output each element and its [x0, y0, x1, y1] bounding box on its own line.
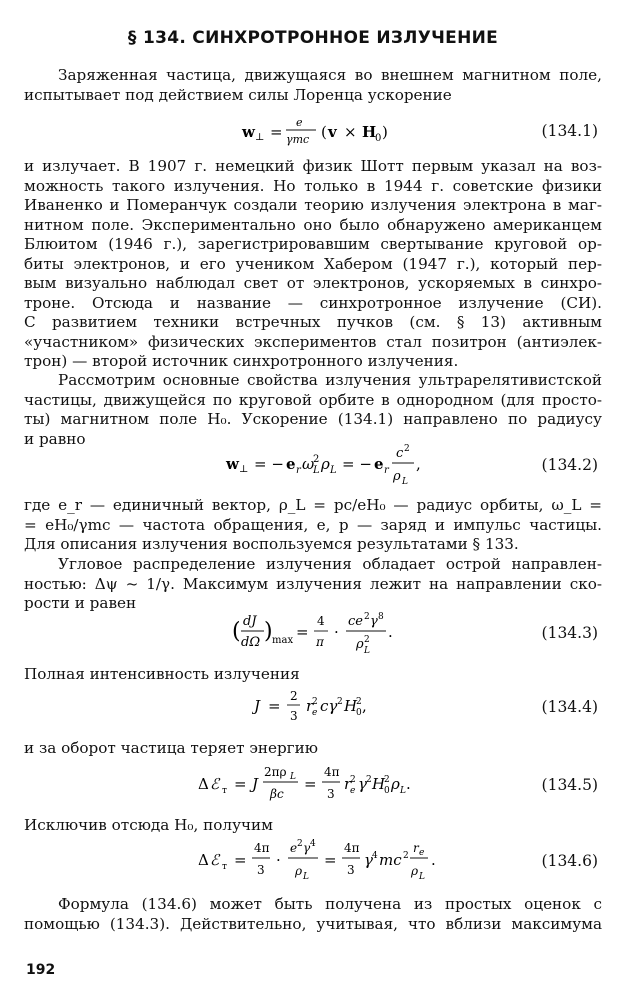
svg-text:γ: γ [358, 775, 367, 793]
text-line: ностью: Δψ ~ 1/γ. Максимум излучения лежит на направлении ско- [24, 574, 602, 593]
svg-text:т: т [222, 862, 227, 872]
svg-text:.: . [431, 851, 436, 869]
svg-text:ℰ: ℰ [210, 775, 220, 793]
svg-text:w: w [242, 123, 255, 141]
svg-text:2: 2 [356, 697, 362, 707]
svg-text:Δ: Δ [198, 851, 209, 869]
svg-text:⊥: ⊥ [239, 464, 249, 475]
svg-text:0: 0 [384, 786, 390, 796]
svg-text:2: 2 [364, 612, 370, 622]
svg-text:2: 2 [337, 697, 343, 707]
formula-graphic [196, 838, 476, 884]
svg-text:γ: γ [303, 841, 311, 855]
svg-text:J: J [252, 775, 259, 793]
svg-text:L: L [419, 872, 425, 882]
svg-text:т: т [222, 786, 227, 796]
svg-text:ρ: ρ [393, 469, 401, 484]
svg-text:r: r [306, 697, 314, 715]
svg-text:L: L [330, 465, 337, 476]
svg-text:max: max [272, 635, 294, 646]
svg-text:βc: βc [270, 787, 284, 801]
svg-text:L: L [402, 477, 408, 487]
equation-134-2 [24, 440, 602, 488]
svg-text:r: r [384, 465, 389, 476]
text-line: С развитием техники встречных пучков (см. § 13) активным [24, 313, 602, 331]
text-line: частицы, движущейся по круговой орбите в однородном (для просто- [24, 390, 602, 409]
svg-text:r: r [413, 841, 419, 855]
text-line: можность такого излучения. Но только в 1944 г. советские физики [24, 176, 602, 195]
formula [240, 116, 430, 154]
svg-text:(: ( [321, 123, 327, 141]
paragraph-properties [24, 371, 602, 449]
paragraph-exclude [24, 816, 602, 836]
text-line: = eH₀/γmc — частота обращения, e, p — заряд и импульс частицы. [24, 515, 602, 534]
svg-text:.: . [388, 623, 393, 641]
equation-134-6 [24, 838, 602, 884]
svg-text:w: w [226, 455, 239, 473]
svg-text:2: 2 [366, 775, 372, 785]
svg-text:ω: ω [302, 455, 315, 473]
text-line: троне. Отсюда и название — синхротронное излучение (СИ). [24, 293, 602, 312]
text-line: и излучает. В 1907 г. немецкий физик Шотт первым указал на воз- [24, 157, 602, 175]
text-line: и за оборот частица теряет энергию [24, 739, 318, 757]
svg-text:H: H [362, 123, 377, 141]
svg-text:dΩ: dΩ [241, 635, 261, 650]
text-line: нитном поле. Экспериментально оно было обнаружено американцем [24, 215, 602, 234]
text-line: Для описания излучения воспользуемся результатами § 133. [24, 535, 519, 553]
text-line: Формула (134.6) может быть получена из простых оценок с [58, 895, 602, 913]
formula [232, 608, 432, 662]
svg-text:2: 2 [297, 839, 303, 849]
svg-text:ρ: ρ [295, 864, 303, 878]
svg-text:.: . [406, 775, 411, 793]
svg-text:e: e [419, 848, 425, 858]
equation-134-1 [24, 112, 602, 152]
equation-number: (134.4) [541, 698, 598, 716]
equation-134-3 [24, 608, 602, 658]
equation-number: (134.3) [541, 624, 598, 642]
svg-text:v: v [328, 123, 337, 141]
svg-text:γ: γ [364, 851, 373, 869]
text-line: Иваненко и Померанчук создали теорию излучения электрона в маг- [24, 196, 602, 214]
svg-text:=: = [304, 775, 317, 793]
svg-text:=: = [234, 851, 247, 869]
svg-text:): ) [382, 123, 388, 141]
svg-text:= −: = − [254, 455, 284, 473]
svg-text:π: π [316, 635, 324, 649]
section-heading: § 134. СИНХРОТРОННОЕ ИЗЛУЧЕНИЕ [127, 28, 499, 48]
text-line: Угловое распределение излучения обладает острой направлен- [58, 555, 602, 573]
text-line: «участником» физических экспериментов стал позитрон (антиэлек- [24, 332, 602, 351]
text-line: где e_r — единичный вектор, ρ_L = pc/eH₀ — радиус орбиты, ω_L = [24, 496, 602, 514]
svg-text:=: = [268, 697, 281, 715]
svg-text:,: , [362, 697, 367, 715]
svg-text:L: L [303, 872, 309, 882]
svg-text:=: = [234, 775, 247, 793]
svg-text:Δ: Δ [198, 775, 209, 793]
svg-text:L: L [400, 786, 406, 796]
paragraph-definitions [24, 496, 602, 555]
svg-text:4: 4 [310, 839, 316, 849]
svg-text:c: c [396, 446, 404, 461]
equation-number: (134.5) [541, 776, 598, 794]
formula-graphic [224, 440, 474, 488]
equation-134-4 [24, 686, 602, 730]
text-line: вым визуально наблюдал свет от электронов, ускоряемых в синхро- [24, 274, 602, 292]
text-line: ты) магнитном поле H₀. Ускорение (134.1) направлено по радиусу [24, 410, 602, 428]
text-line: Заряженная частица, движущаяся во внешнем магнитном поле, [58, 66, 602, 84]
svg-text:mc: mc [379, 851, 402, 869]
svg-text:,: , [416, 455, 421, 473]
formula-graphic [240, 116, 430, 150]
svg-text:·: · [276, 851, 281, 869]
svg-text:ce: ce [348, 614, 363, 629]
svg-text:4π: 4π [344, 841, 360, 855]
svg-text:2: 2 [312, 697, 318, 707]
svg-text:ρ: ρ [411, 864, 419, 878]
svg-text:2: 2 [350, 775, 356, 785]
svg-text:=: = [270, 123, 283, 141]
svg-text:e: e [290, 841, 298, 855]
text-line: трон) — второй источник синхротронного излучения. [24, 352, 459, 370]
svg-text:L: L [290, 772, 296, 782]
svg-text:0: 0 [375, 133, 382, 144]
svg-text:cγ: cγ [320, 697, 338, 715]
svg-text:3: 3 [327, 787, 335, 801]
svg-text:3: 3 [257, 863, 265, 877]
svg-text:3: 3 [290, 709, 298, 723]
text-line: испытывает под действием силы Лоренца ускорение [24, 85, 452, 104]
svg-text:2: 2 [364, 635, 370, 645]
svg-text:ρ: ρ [321, 455, 330, 473]
svg-text:2: 2 [403, 851, 409, 861]
svg-text:e: e [374, 455, 384, 473]
equation-number: (134.1) [541, 122, 598, 140]
svg-text:dJ: dJ [243, 614, 257, 629]
svg-text:⊥: ⊥ [255, 132, 265, 143]
svg-text:L: L [364, 646, 370, 656]
formula [196, 838, 476, 888]
equation-number: (134.2) [541, 456, 598, 474]
svg-text:4π: 4π [324, 765, 340, 779]
book-page [24, 0, 602, 998]
formula [196, 762, 456, 810]
text-line: помощью (134.3). Действительно, учитывая, что вблизи максимума [24, 914, 602, 933]
paragraph-intensity [24, 665, 602, 685]
formula [252, 686, 402, 734]
text-line: и равно [24, 429, 86, 448]
svg-text:r: r [344, 775, 352, 793]
formula [224, 440, 474, 492]
svg-text:=: = [324, 851, 337, 869]
paragraph-history [24, 157, 602, 372]
svg-text:2πρ: 2πρ [264, 765, 287, 779]
svg-text:×: × [344, 123, 357, 141]
svg-text:2: 2 [384, 775, 390, 785]
text-line: Рассмотрим основные свойства излучения ультрарелятивистской [58, 371, 602, 389]
equation-134-5 [24, 762, 602, 806]
svg-text:e: e [350, 786, 356, 796]
paragraph-energy-loss [24, 739, 602, 759]
svg-text:ℰ: ℰ [210, 851, 220, 869]
equation-number: (134.6) [541, 852, 598, 870]
svg-text:e: e [286, 455, 296, 473]
svg-text:ρ: ρ [356, 637, 364, 652]
svg-text:3: 3 [347, 863, 355, 877]
text-line: Полная интенсивность излучения [24, 665, 300, 683]
svg-text:L: L [313, 465, 320, 476]
svg-text:H: H [344, 697, 358, 715]
svg-text:e: e [296, 116, 303, 129]
svg-text:=: = [296, 623, 309, 641]
svg-text:8: 8 [378, 612, 384, 622]
svg-text:r: r [296, 465, 301, 476]
svg-text:(: ( [232, 619, 241, 644]
formula-graphic [252, 686, 402, 730]
svg-text:2: 2 [313, 454, 320, 465]
formula-graphic [232, 608, 432, 658]
svg-text:0: 0 [356, 708, 362, 718]
svg-text:4π: 4π [254, 841, 270, 855]
svg-text:J: J [254, 697, 261, 715]
text-line: рости и равен [24, 594, 137, 612]
svg-text:2: 2 [290, 689, 298, 703]
svg-text:= −: = − [342, 455, 372, 473]
text-line: биты электронов, и его учеником Хабером (1947 г.), который пер- [24, 254, 602, 273]
svg-text:2: 2 [404, 444, 410, 454]
svg-text:·: · [334, 623, 339, 641]
svg-text:H: H [372, 775, 386, 793]
text-line: Блюитом (1946 г.), зарегистрировавшим свертывание круговой ор- [24, 235, 602, 253]
paragraph-angular [24, 555, 602, 614]
svg-text:γmc: γmc [286, 133, 310, 146]
paragraph-intro [24, 66, 602, 105]
svg-text:4: 4 [317, 614, 325, 628]
text-line: Исключив отсюда H₀, получим [24, 816, 273, 834]
page-number: 192 [26, 962, 56, 978]
svg-text:4: 4 [372, 851, 378, 861]
formula-graphic [196, 762, 456, 806]
paragraph-formula-estimate [24, 895, 602, 934]
svg-text:ρ: ρ [391, 775, 400, 793]
svg-text:γ: γ [370, 614, 378, 629]
svg-text:e: e [312, 708, 318, 718]
svg-text:): ) [264, 619, 273, 644]
